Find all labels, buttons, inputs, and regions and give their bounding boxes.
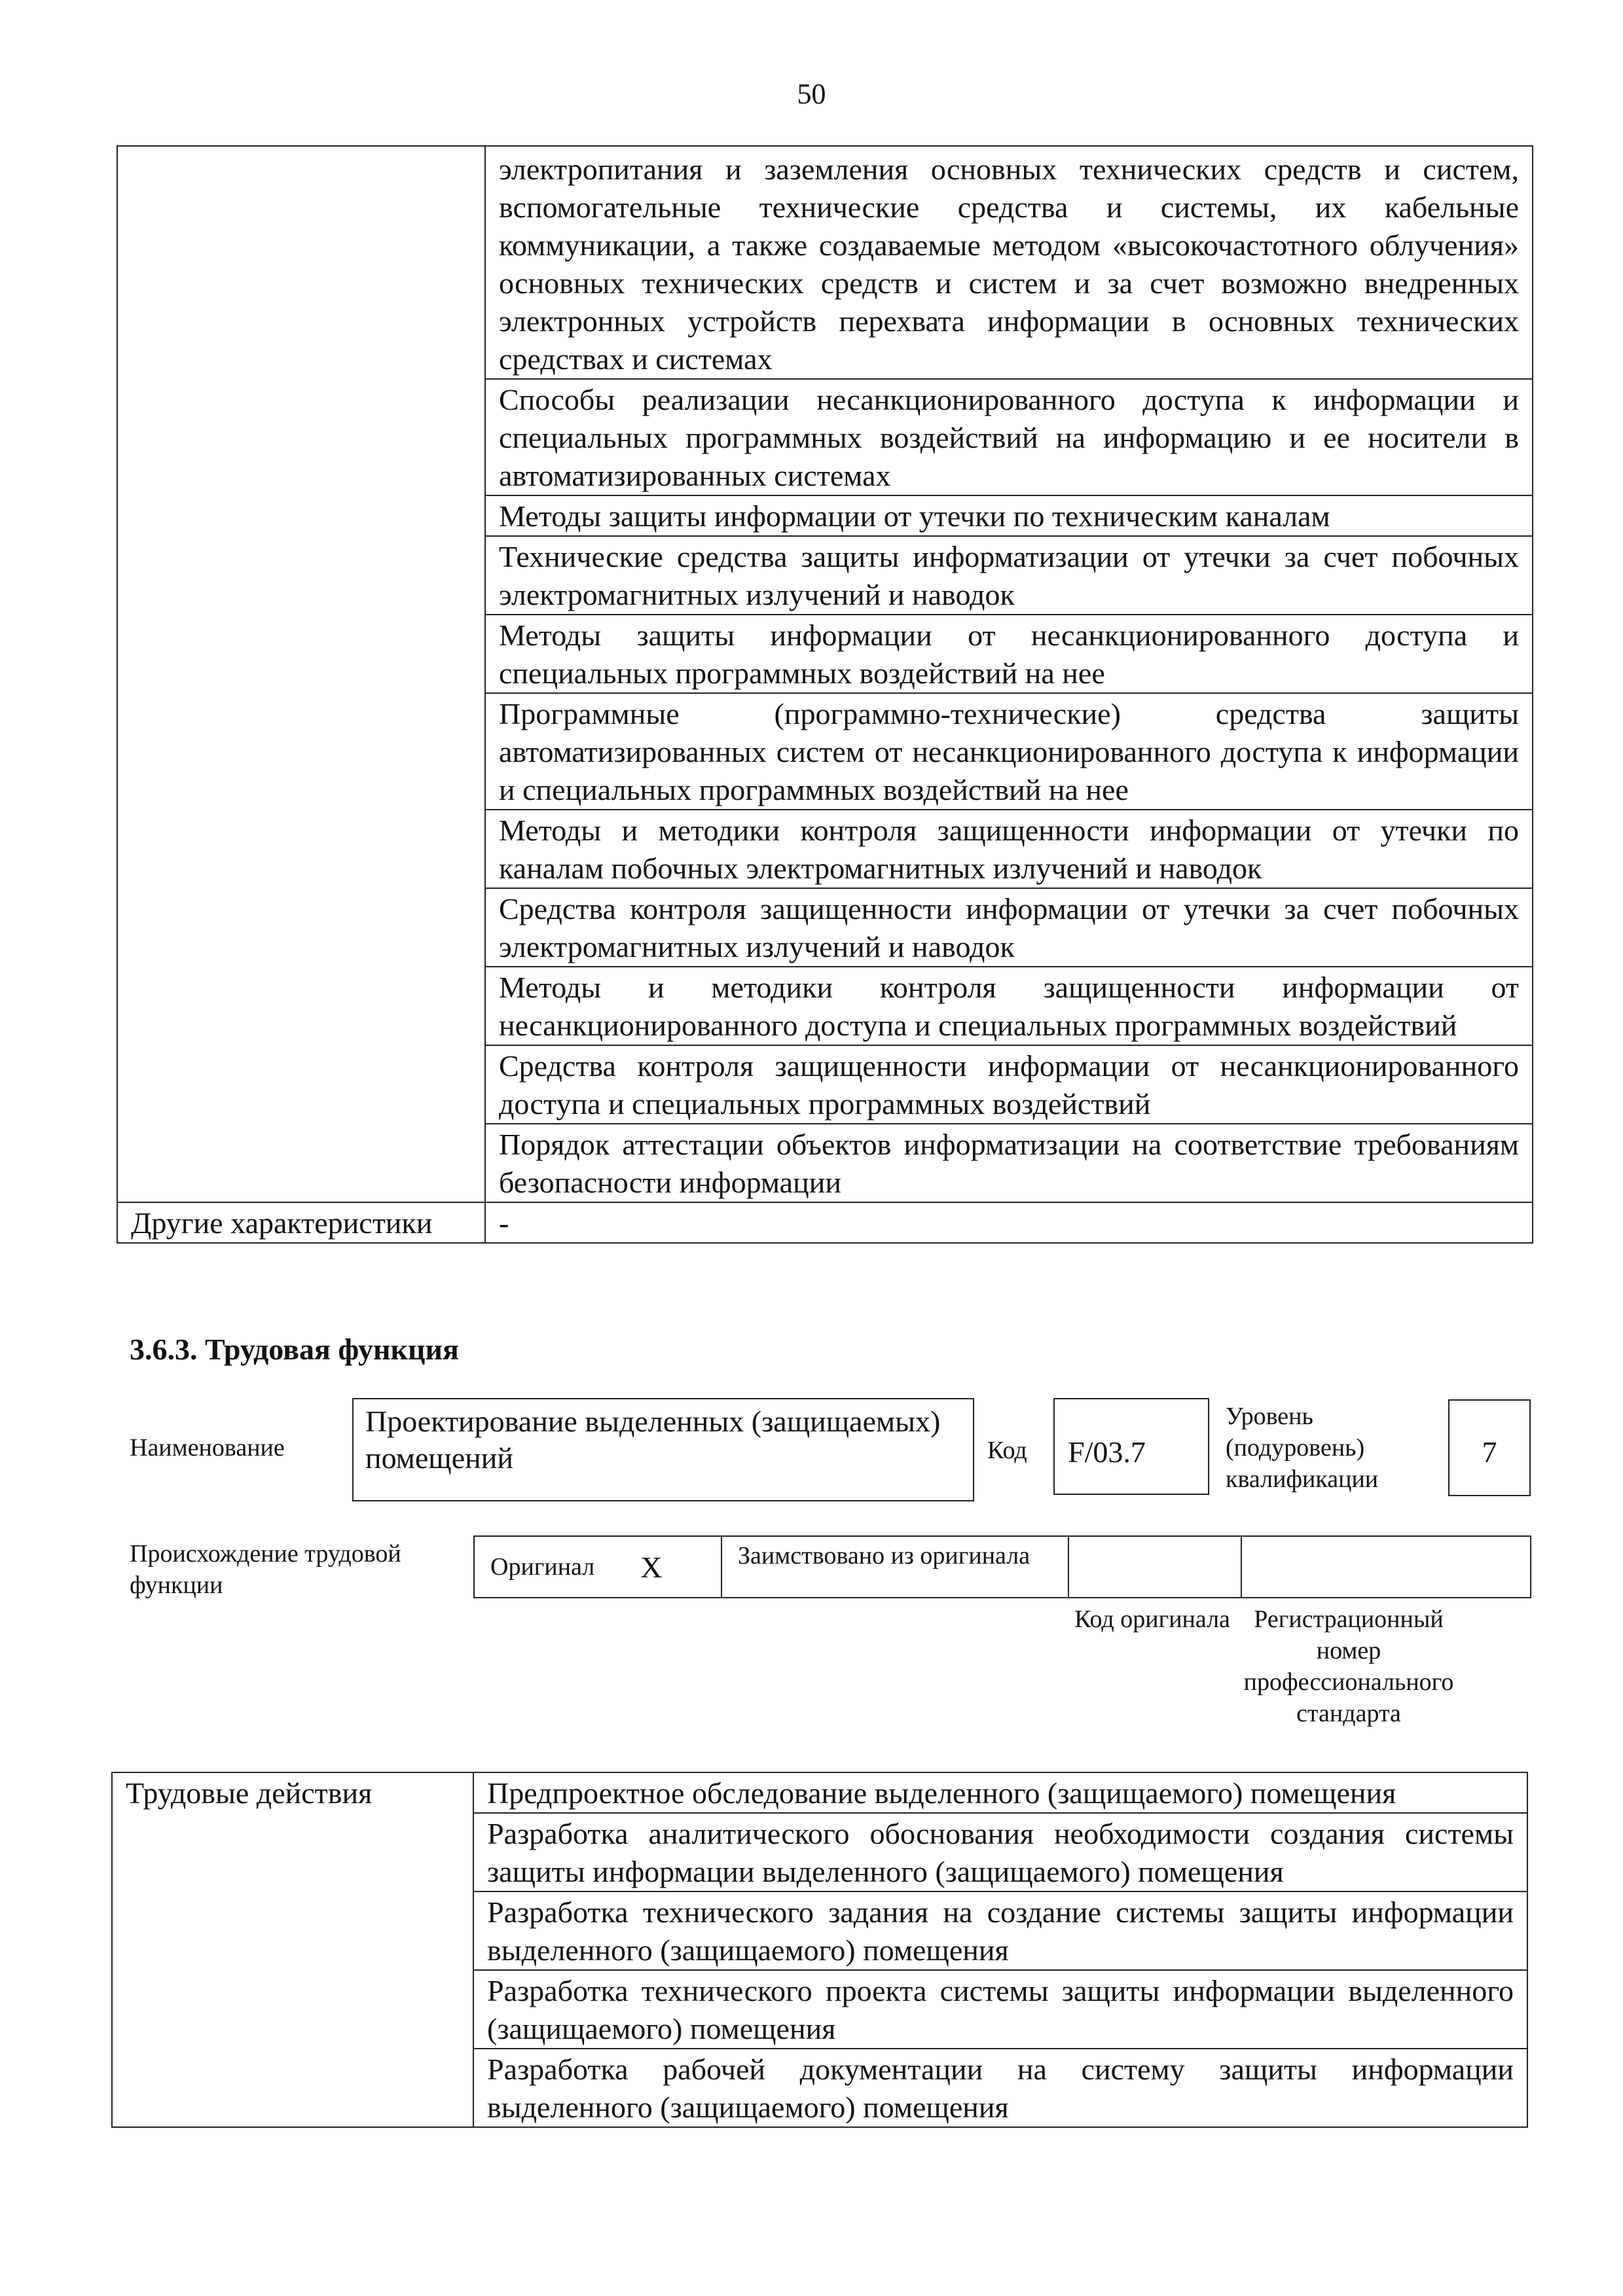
origin-check-mark: X bbox=[640, 1550, 663, 1584]
action-cell: Разработка рабочей документации на систему защиты информации выделенного (защищаемого) помещения bbox=[473, 2049, 1527, 2127]
knowledge-cell: Способы реализации несанкционированного доступа к информации и специальных программных воздействий на информацию и ее носители в автоматизированных системах bbox=[485, 379, 1533, 495]
knowledge-cell: Методы защиты информации от утечки по техническим каналам bbox=[485, 495, 1533, 536]
origin-original-label: Оригинал bbox=[490, 1553, 595, 1581]
knowledge-table bbox=[117, 145, 1533, 1244]
empty-label-cell bbox=[117, 146, 485, 1202]
level-value: 7 bbox=[1448, 1399, 1531, 1496]
other-characteristics-value: - bbox=[485, 1202, 1533, 1243]
name-value: Проектирование выделенных (защищаемых) помещений bbox=[352, 1398, 974, 1501]
page-number: 50 bbox=[797, 78, 826, 110]
knowledge-cell: Средства контроля защищенности информации от несанкционированного доступа и специальных программных воздействий bbox=[485, 1045, 1533, 1124]
registration-number-caption: Регистрационный номер профессионального стандарта bbox=[1243, 1605, 1454, 1727]
code-label: Код bbox=[987, 1437, 1027, 1464]
knowledge-cell: Порядок аттестации объектов информатизации на соответствие требованиям безопасности информации bbox=[485, 1124, 1533, 1202]
action-cell: Разработка технического проекта системы защиты информации выделенного (защищаемого) помещения bbox=[473, 1970, 1527, 2049]
action-cell: Разработка технического задания на создание системы защиты информации выделенного (защищаемого) помещения bbox=[473, 1892, 1527, 1970]
table-row bbox=[112, 1772, 1527, 1813]
code-value: F/03.7 bbox=[1053, 1398, 1209, 1495]
knowledge-cell: Средства контроля защищенности информации от утечки за счет побочных электромагнитных излучений и наводок bbox=[485, 888, 1533, 967]
origin-row bbox=[473, 1535, 1531, 1598]
knowledge-cell: Технические средства защиты информатизации от утечки за счет побочных электромагнитных излучений и наводок bbox=[485, 536, 1533, 615]
knowledge-cell: Методы и методики контроля защищенности информации от несанкционированного доступа и специальных программных воздействий bbox=[485, 967, 1533, 1045]
table-row bbox=[117, 1202, 1533, 1243]
other-characteristics-label: Другие характеристики bbox=[117, 1202, 485, 1243]
knowledge-cell: Методы и методики контроля защищенности информации от утечки по каналам побочных электромагнитных излучений и наводок bbox=[485, 810, 1533, 888]
name-label: Наименование bbox=[130, 1434, 285, 1462]
original-code-caption: Код оригинала bbox=[1074, 1605, 1230, 1633]
origin-label: Происхождение трудовой функции bbox=[130, 1540, 401, 1599]
origin-borrowed-cell: Заимствовано из оригинала bbox=[722, 1537, 1069, 1597]
registration-number-cell bbox=[1242, 1537, 1530, 1597]
origin-original-cell bbox=[475, 1537, 722, 1597]
action-cell: Предпроектное обследование выделенного (защищаемого) помещения bbox=[473, 1772, 1527, 1813]
table-row bbox=[117, 146, 1533, 379]
action-cell: Разработка аналитического обоснования необходимости создания системы защиты информации выделенного (защищаемого) помещения bbox=[473, 1813, 1527, 1892]
actions-table bbox=[111, 1772, 1528, 2128]
actions-label: Трудовые действия bbox=[112, 1772, 473, 2127]
knowledge-cell: Программные (программно-технические) средства защиты автоматизированных систем от несанкционированного доступа к информации и специальных программных воздействий на нее bbox=[485, 693, 1533, 810]
knowledge-cell: Методы защиты информации от несанкционированного доступа и специальных программных воздействий на нее bbox=[485, 615, 1533, 693]
level-label: Уровень (подуровень) квалификации bbox=[1226, 1403, 1379, 1493]
original-code-cell bbox=[1069, 1537, 1242, 1597]
section-title: 3.6.3. Трудовая функция bbox=[130, 1333, 459, 1366]
continued-cell: электропитания и заземления основных технических средств и систем, вспомогательные технические средства и системы, их кабельные коммуникации, а также создаваемые методом «высокочастотного облучения» основных технических средств и систем и за счет возможно внедренных электронных устройств перехвата информации в основных технических средствах и системах bbox=[485, 146, 1533, 379]
